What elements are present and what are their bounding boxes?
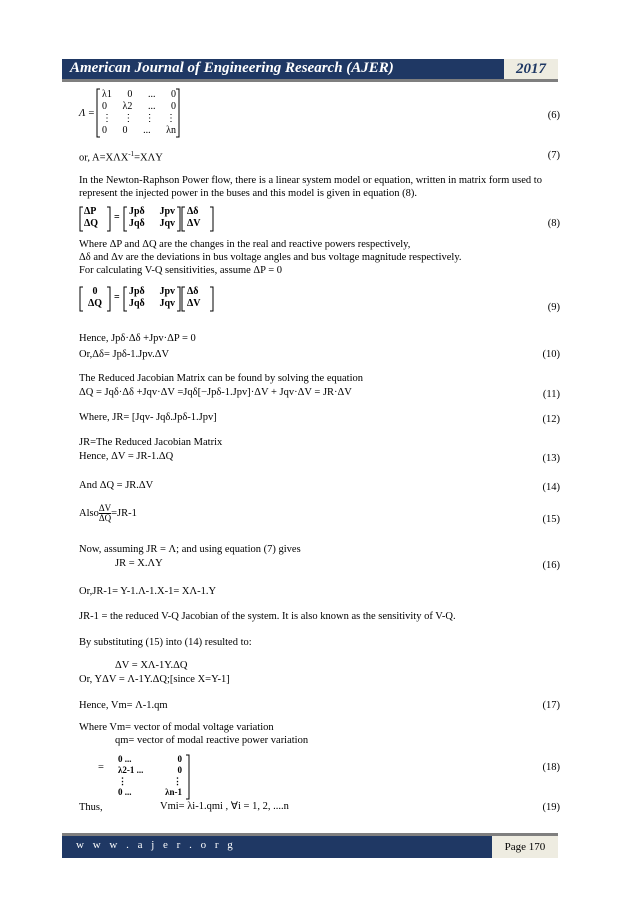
equation-line: ΔQ = Jqδ·Δδ +Jqv·ΔV =Jqδ[−Jpδ-1.Jpv]·ΔV + Jqv·ΔV = JR·ΔV (79, 387, 352, 398)
eq-number: (16) (542, 560, 560, 571)
eq-number: (19) (542, 802, 560, 813)
eq-number: (6) (547, 110, 560, 121)
page-footer (62, 833, 558, 858)
paragraph-line: By substituting (15) into (14) resulted to: (79, 637, 252, 648)
page-number: Page 170 (492, 836, 558, 858)
paragraph-line: In the Newton-Raphson Power flow, there is a linear system model or equation, written in matrix form used to (79, 175, 542, 186)
equation-line: Where, JR= [Jqv- Jqδ.Jpδ-1.Jpv] (79, 412, 217, 423)
eq-number: (7) (547, 150, 560, 161)
journal-year: 2017 (504, 59, 558, 79)
equation-line: = (98, 762, 104, 773)
lambda-matrix (96, 88, 180, 138)
paragraph-line: JR=The Reduced Jacobian Matrix (79, 437, 223, 448)
equation-line: And ΔQ = JR.ΔV (79, 480, 154, 491)
paragraph-line: Δδ and Δv are the deviations in bus voltage angles and bus voltage magnitude respectively. (79, 252, 462, 263)
paragraph-line: Now, assuming JR = Λ; and using equation (7) gives (79, 544, 301, 555)
paragraph-line: The Reduced Jacobian Matrix can be found by solving the equation (79, 373, 364, 384)
eq-number: (10) (542, 349, 560, 360)
eq-number: (11) (542, 389, 560, 400)
paragraph-line: represent the injected power in the buses and this model is given in equation (8). (79, 188, 417, 199)
equation-line: Hence, Jpδ·Δδ +Jpv·ΔP = 0 (79, 333, 196, 344)
fraction: $\frac{\Delta V}{\Delta Q}$ (98, 503, 112, 523)
paragraph-line: JR-1 = the reduced V-Q Jacobian of the system. It is also known as the sensitivity of V-Q. (79, 611, 456, 622)
paragraph-line: Where Vm= vector of modal voltage variation (79, 722, 274, 733)
eq-number: (18) (542, 762, 560, 773)
equation-line: Hence, ΔV = JR-1.ΔQ (79, 451, 174, 462)
equation-line: Hence, Vm= Λ-1.qm (79, 700, 168, 711)
eq8-matrix: ΔP ΔQ = Jpδ Jpv Jqδ Jqv Δδ ΔV (79, 206, 219, 232)
eq-number: (12) (542, 414, 560, 425)
eq-number: (8) (547, 218, 560, 229)
paragraph-line: qm= vector of modal reactive power variation (115, 735, 309, 746)
equation-line: Vmi= λi-1.qmi , ∀i = 1, 2, ....n (160, 801, 289, 812)
lambda-matrix-body: λ1 0 ... 0 0 λ2 ... 0 ⋮ ⋮ ⋮ ⋮ 0 0 ... λn (102, 89, 176, 136)
equation-line: JR = X.ΛY (115, 558, 163, 569)
eq7-text: or, $A=X\Lambda X^{-1}=X\Lambda Y$ (79, 150, 163, 164)
eq18-matrix: 0 ... 0 λ2-1 ... 0 ⋮ ⋮ 0 ... λn-1 (118, 754, 190, 800)
lambda-lhs: Λ = (79, 108, 95, 119)
journal-title: American Journal of Engineering Research (AJER) (70, 60, 394, 76)
journal-header (62, 59, 558, 82)
eq-number: (9) (547, 302, 560, 313)
equation-line: Also $\frac{\Delta V}{\Delta Q}$ =JR-1 (79, 503, 137, 523)
equation-line: ΔV = XΛ-1Y.ΔQ (115, 660, 188, 671)
eq-number: (17) (542, 700, 560, 711)
paragraph-line: Where ΔP and ΔQ are the changes in the real and reactive powers respectively, (79, 239, 411, 250)
eq-number: (14) (542, 482, 560, 493)
eq9-matrix: 0 ΔQ = Jpδ Jpv Jqδ Jqv Δδ ΔV (79, 286, 219, 312)
equation-line: Or,JR-1= Y-1.Λ-1.X-1= XΛ-1.Y (79, 586, 217, 597)
equation-line: Or,Δδ= Jpδ-1.Jpv.ΔV (79, 349, 170, 360)
paragraph-line: For calculating V-Q sensitivities, assume ΔP = 0 (79, 265, 283, 276)
eq-number: (15) (542, 514, 560, 525)
eq-number: (13) (542, 453, 560, 464)
equation-line: Or, YΔV = Λ-1Y.ΔQ;[since X=Y-1] (79, 674, 230, 685)
journal-url[interactable]: w w w . a j e r . o r g (76, 839, 236, 851)
paragraph-line: Thus, (79, 802, 103, 813)
